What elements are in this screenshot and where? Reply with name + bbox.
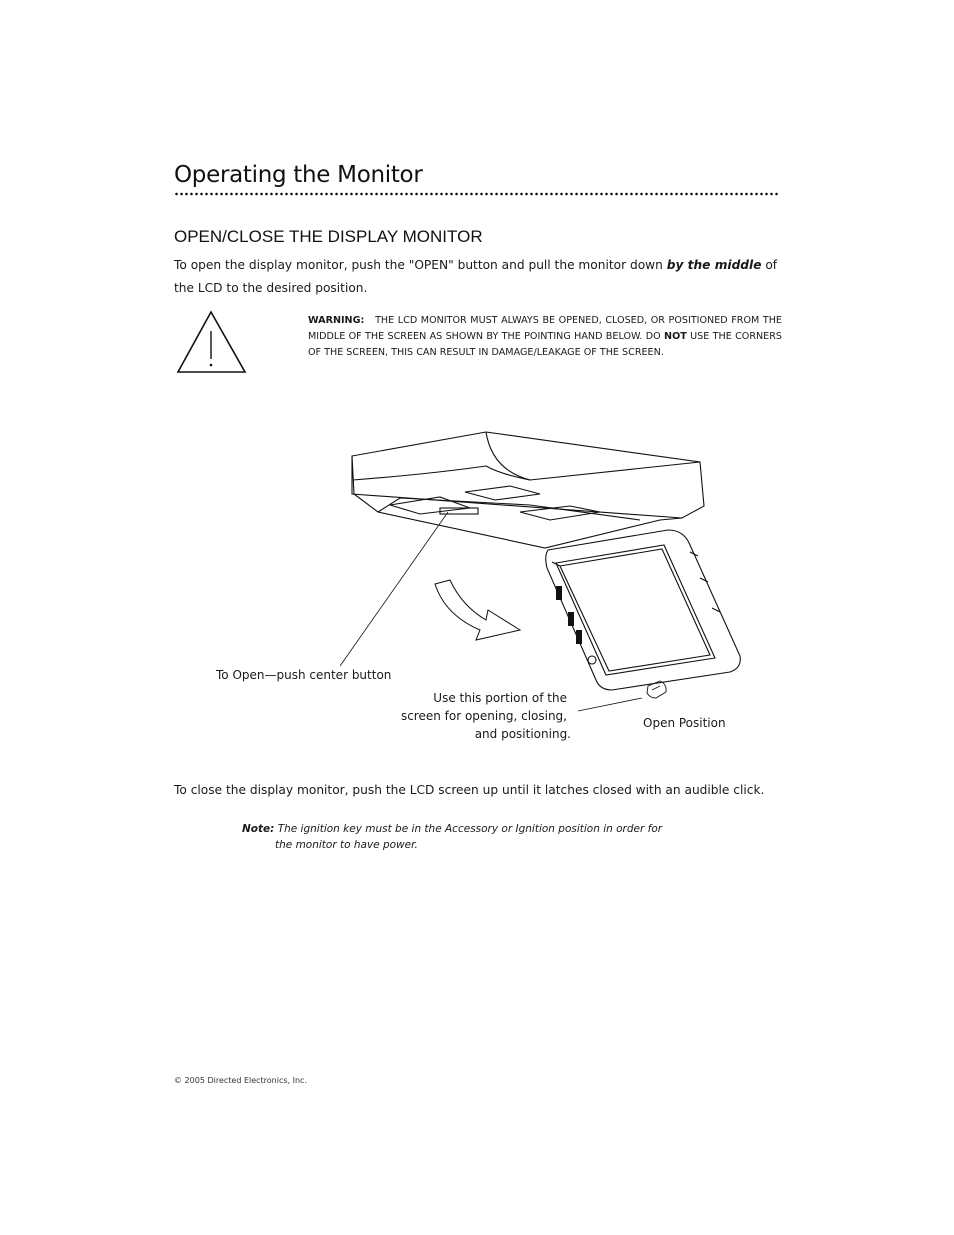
intro-text-part2: of the LCD to the desired position.	[174, 258, 778, 295]
warning-notice	[308, 313, 782, 361]
intro-text-part1: To open the display monitor, push the "OPEN" button and pull the monitor down	[174, 258, 667, 272]
note-block	[242, 821, 702, 853]
page-title: Operating the Monitor	[174, 162, 423, 188]
intro-paragraph	[174, 254, 782, 300]
callout-open-position: Open Position	[643, 716, 726, 730]
note-line2: the monitor to have power.	[275, 839, 418, 851]
callout-portion-line3: and positioning.	[474, 727, 571, 741]
close-paragraph: To close the display monitor, push the LCD screen up until it latches closed with an audible click.	[174, 783, 765, 797]
monitor-illustration	[340, 428, 760, 728]
warning-triangle-icon	[175, 309, 247, 375]
callout-screen-portion	[372, 689, 571, 743]
note-line1: The ignition key must be in the Accessory or Ignition position in order for	[277, 823, 663, 835]
callout-portion-line2: screen for opening, closing,	[400, 709, 567, 723]
callout-portion-line1: Use this portion of the	[433, 691, 567, 705]
warning-label: WARNING:	[308, 315, 365, 326]
section-heading: OPEN/CLOSE THE DISPLAY MONITOR	[174, 227, 483, 246]
title-dotted-rule	[174, 192, 780, 196]
warning-text-part2: USE THE CORNERS OF THE SCREEN, THIS CAN RESULT IN DAMAGE/LEAKAGE OF THE SCREEN.	[308, 331, 783, 358]
warning-text-part1: THE LCD MONITOR MUST ALWAYS BE OPENED, CLOSED, OR POSITIONED FROM THE MIDDLE OF THE SCREEN AS SHOWN BY THE POINTING HAND BELOW. DO	[308, 315, 782, 342]
callout-open-button: To Open—push center button	[216, 668, 392, 682]
copyright-footer: © 2005 Directed Electronics, Inc.	[174, 1076, 307, 1085]
intro-emphasis: by the middle	[666, 258, 762, 272]
warning-not: NOT	[664, 331, 687, 342]
note-label: Note:	[242, 823, 275, 835]
